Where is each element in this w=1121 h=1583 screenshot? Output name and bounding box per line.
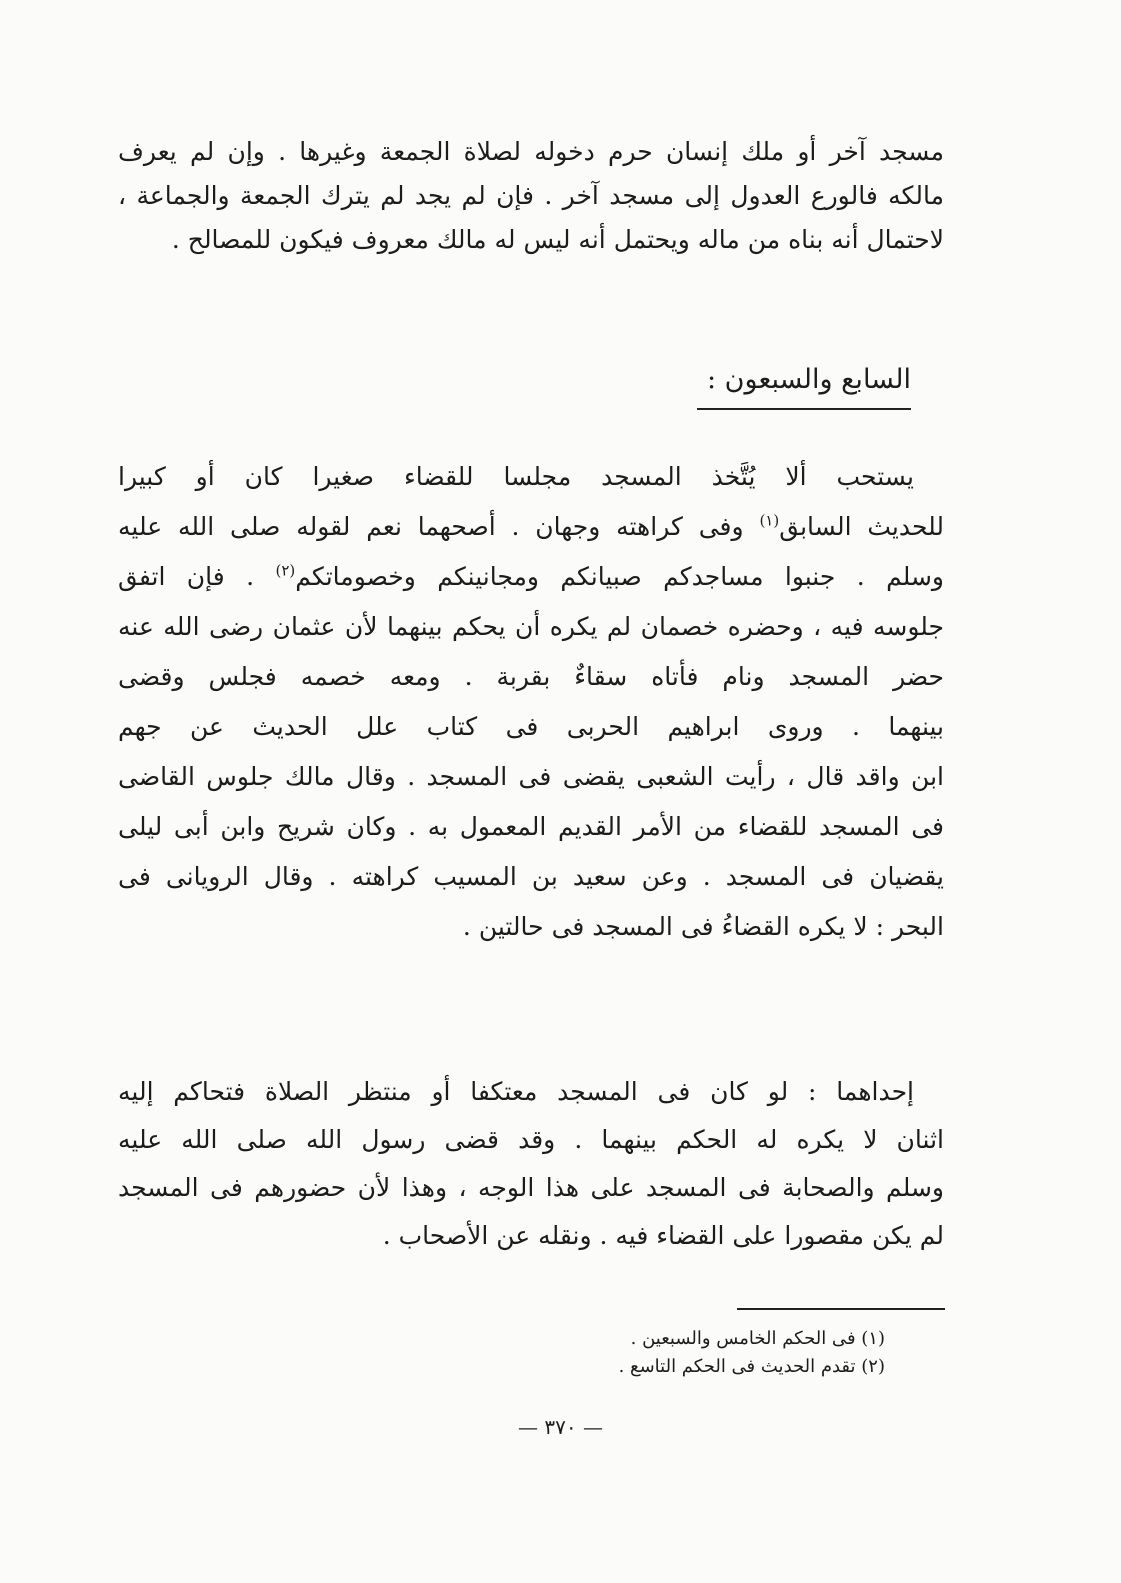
text-line: وسلم والصحابة فى المسجد على هذا الوجه ، وهذا لأن حضورهم فى المسجد [118,1173,944,1202]
text-segment: وفى كراهته وجهان . أصحهما نعم لقوله صلى الله عليه [118,512,744,541]
text-line: اثنان لا يكره له الحكم بينهما . وقد قضى رسول الله صلى الله عليه [118,1125,944,1154]
footnote-ref-1: (١) [759,511,780,530]
text-segment: . فإن اتفق [118,562,255,591]
text-line: يستحب ألا يُتَّخذ المسجد مجلسا للقضاء صغيرا كان أو كبيرا [118,462,914,491]
footnotes [560,1325,885,1381]
paragraph-second [118,1068,944,1260]
text-line: جلوسه فيه ، وحضره خصمان لم يكره أن يحكم بينهما لأن عثمان رضى الله عنه [118,612,944,641]
text-line: حضر المسجد ونام فأتاه سقاءٌ بقربة . ومعه خصمه فجلس وقضى [118,662,944,691]
text-line: إحداهما : لو كان فى المسجد معتكفا أو منتظر الصلاة فتحاكم إليه [118,1077,914,1106]
footnote-separator [737,1308,945,1310]
text-line: ابن واقد قال ، رأيت الشعبى يقضى فى المسجد . وقال مالك جلوس القاضى [118,762,944,791]
page-number: — ٣٧٠ — [518,1415,603,1439]
text-line: لم يكن مقصورا على القضاء فيه . ونقله عن الأصحاب . [382,1221,944,1250]
text-segment: وسلم . جنبوا مساجدكم صبيانكم ومجانينكم وخصوماتكم [295,562,944,591]
text-line: يقضيان فى المسجد . وعن سعيد بن المسيب كراهته . وقال الرويانى فى [118,862,944,891]
footnote-1: (١) فى الحكم الخامس والسبعين . [630,1328,885,1349]
paragraph-continued [118,130,944,262]
footnote-2: (٢) تقدم الحديث فى الحكم التاسع . [618,1356,885,1377]
text-segment: للحديث السابق [779,512,944,541]
paragraph-main [118,452,944,952]
text-line: فى المسجد للقضاء من الأمر القديم المعمول به . وكان شريح وابن أبى ليلى [118,812,944,841]
text-line: البحر : لا يكره القضاءُ فى المسجد فى حالتين . [462,912,944,941]
text-line [118,552,944,602]
text-line [118,502,944,552]
text-line: لاحتمال أنه بناه من ماله ويحتمل أنه ليس له مالك معروف فيكون للمصالح . [171,225,944,254]
text-line: بينهما . وروى ابراهيم الحربى فى كتاب علل الحديث عن جهم [118,712,944,741]
footnote-ref-2: (٢) [275,561,296,580]
text-line: مالكه فالورع العدول إلى مسجد آخر . فإن لم يجد لم يترك الجمعة والجماعة ، [118,181,944,210]
text-line: مسجد آخر أو ملك إنسان حرم دخوله لصلاة الجمعة وغيرها . وإن لم يعرف [118,137,944,166]
section-heading: السابع والسبعون : [697,360,911,410]
